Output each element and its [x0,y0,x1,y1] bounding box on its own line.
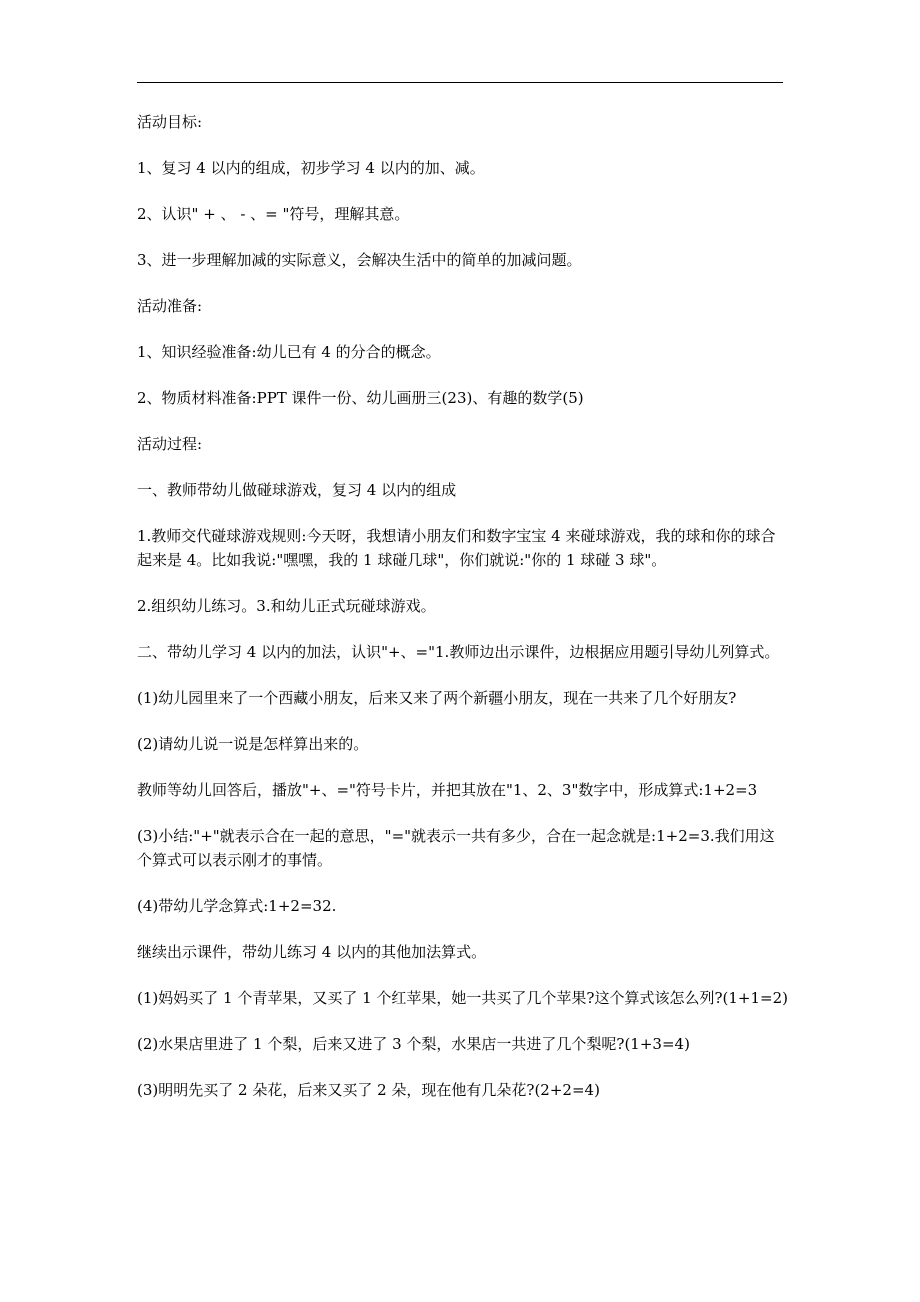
process-paragraph: (3)小结:"+"就表示合在一起的意思，"="就表示一共有多少，合在一起念就是:1+2=3.我们用这个算式可以表示刚才的事情。 [137,827,775,869]
process-paragraph: (2)水果店里进了 1 个梨，后来又进了 3 个梨，水果店一共进了几个梨呢?(1+3=4) [137,1035,690,1053]
process-paragraph: (1)妈妈买了 1 个青苹果，又买了 1 个红苹果，她一共买了几个苹果?这个算式该怎么列?(1+1=2) [137,989,788,1007]
process-paragraph: 教师等幼儿回答后，播放"+、="符号卡片，并把其放在"1、2、3"数字中，形成算式:1+2=3 [137,781,758,799]
section-heading-goals: 活动目标: [137,113,203,131]
process-paragraph: 1.教师交代碰球游戏规则:今天呀，我想请小朋友们和数字宝宝 4 来碰球游戏，我的球和你的球合起来是 4。比如我说:"嘿嘿，我的 1 球碰几球"，你们就说:"你的 1 球碰 3 球"。 [137,527,776,569]
preparation-item: 2、物质材料准备:PPT 课件一份、幼儿画册三(23)、有趣的数学(5) [137,389,584,407]
preparation-item: 1、知识经验准备:幼儿已有 4 的分合的概念。 [137,343,441,361]
document-body [137,110,789,1124]
process-paragraph: 继续出示课件，带幼儿练习 4 以内的其他加法算式。 [137,943,487,961]
goal-item: 1、复习 4 以内的组成，初步学习 4 以内的加、减。 [137,159,485,177]
process-paragraph: (2)请幼儿说一说是怎样算出来的。 [137,735,369,753]
section-heading-preparation: 活动准备: [137,297,203,315]
process-step-heading: 二、带幼儿学习 4 以内的加法，认识"+、="1.教师边出示课件，边根据应用题引导幼儿列算式。 [137,643,780,661]
process-step-heading: 一、教师带幼儿做碰球游戏，复习 4 以内的组成 [137,481,457,499]
goal-item: 3、进一步理解加减的实际意义，会解决生活中的简单的加减问题。 [137,251,582,269]
section-heading-process: 活动过程: [137,435,203,453]
process-paragraph: 2.组织幼儿练习。3.和幼儿正式玩碰球游戏。 [137,597,436,615]
header-rule [137,82,783,83]
process-paragraph: (3)明明先买了 2 朵花，后来又买了 2 朵，现在他有几朵花?(2+2=4) [137,1081,600,1099]
process-paragraph: (1)幼儿园里来了一个西藏小朋友，后来又来了两个新疆小朋友，现在一共来了几个好朋友? [137,689,737,707]
process-paragraph: (4)带幼儿学念算式:1+2=32. [137,897,337,915]
goal-item: 2、认识" + 、 - 、= "符号，理解其意。 [137,205,410,223]
